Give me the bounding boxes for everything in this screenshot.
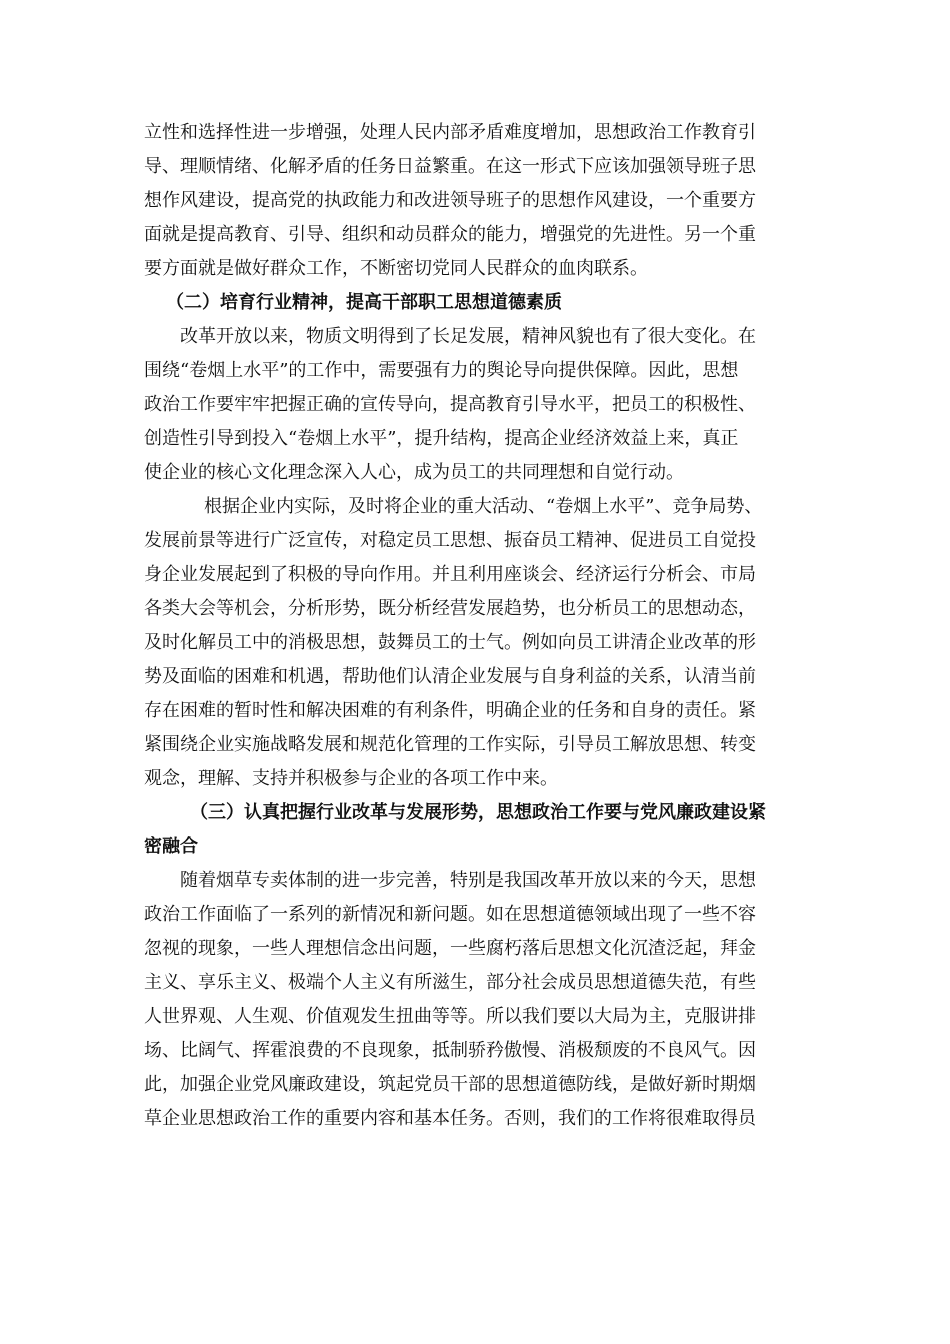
text-line: 根据企业内实际，及时将企业的重大活动、“卷烟上水平”、竞争局势、 [204,496,763,517]
text-line: 改革开放以来，物质文明得到了长足发展，精神风貌也有了很大变化。在 [180,326,756,347]
text-line: 人世界观、人生观、价值观发生扭曲等等。所以我们要以大局为主，克服讲排 [144,1006,756,1027]
document-page [144,116,806,1136]
text-line: 创造性引导到投入“卷烟上水平”，提升结构，提高企业经济效益上来，真正 [144,428,739,449]
text-line: 忽视的现象，一些人理想信念出问题，一些腐朽落后思想文化沉渣泛起，拜金 [144,938,756,959]
text-line: 随着烟草专卖体制的进一步完善，特别是我国改革开放以来的今天，思想 [180,870,756,891]
text-line: 发展前景等进行广泛宣传，对稳定员工思想、振奋员工精神、促进员工自觉投 [144,530,756,551]
text-line: 势及面临的困难和机遇，帮助他们认清企业发展与自身利益的关系，认清当前 [144,666,756,687]
text-line: 及时化解员工中的消极思想，鼓舞员工的士气。例如向员工讲清企业改革的形 [144,632,756,653]
heading-line: （三）认真把握行业改革与发展形势，思想政治工作要与党风廉政建设紧 [190,802,766,823]
heading-line: 密融合 [144,836,198,857]
text-line: 立性和选择性进一步增强，处理人民内部矛盾难度增加，思想政治工作教育引 [144,122,756,143]
text-line: 场、比阔气、挥霍浪费的不良现象，抵制骄矜傲慢、消极颓废的不良风气。因 [144,1040,756,1061]
text-line: 各类大会等机会，分析形势，既分析经营发展趋势，也分析员工的思想动态， [144,598,756,619]
text-line: 要方面就是做好群众工作，不断密切党同人民群众的血肉联系。 [144,258,648,279]
text-line: 政治工作面临了一系列的新情况和新问题。如在思想道德领域出现了一些不容 [144,904,756,925]
text-line: 身企业发展起到了积极的导向作用。并且利用座谈会、经济运行分析会、市局 [144,564,756,585]
paragraph-3 [144,490,806,796]
text-line: 存在困难的暂时性和解决困难的有利条件，明确企业的任务和自身的责任。紧 [144,700,756,721]
paragraph-2 [144,320,806,490]
paragraph-4 [144,864,806,1136]
section-heading-3 [144,796,806,864]
paragraph-1 [144,116,806,286]
text-line: 面就是提高教育、引导、组织和动员群众的能力，增强党的先进性。另一个重 [144,224,756,245]
text-line: 紧围绕企业实施战略发展和规范化管理的工作实际，引导员工解放思想、转变 [144,734,756,755]
text-line: 草企业思想政治工作的重要内容和基本任务。否则，我们的工作将很难取得员 [144,1108,756,1129]
text-line: 导、理顺情绪、化解矛盾的任务日益繁重。在这一形式下应该加强领导班子思 [144,156,756,177]
section-heading-2: （二）培育行业精神，提高干部职工思想道德素质 [166,292,562,313]
text-line: 围绕“卷烟上水平”的工作中，需要强有力的舆论导向提供保障。因此，思想 [144,360,739,381]
text-line: 观念，理解、支持并积极参与企业的各项工作中来。 [144,768,558,789]
text-line: 主义、享乐主义、极端个人主义有所滋生，部分社会成员思想道德失范，有些 [144,972,756,993]
text-line: 想作风建设，提高党的执政能力和改进领导班子的思想作风建设，一个重要方 [144,190,756,211]
text-line: 政治工作要牢牢把握正确的宣传导向，提高教育引导水平，把员工的积极性、 [144,394,756,415]
text-line: 使企业的核心文化理念深入人心，成为员工的共同理想和自觉行动。 [144,462,684,483]
text-line: 此，加强企业党风廉政建设，筑起党员干部的思想道德防线，是做好新时期烟 [144,1074,756,1095]
